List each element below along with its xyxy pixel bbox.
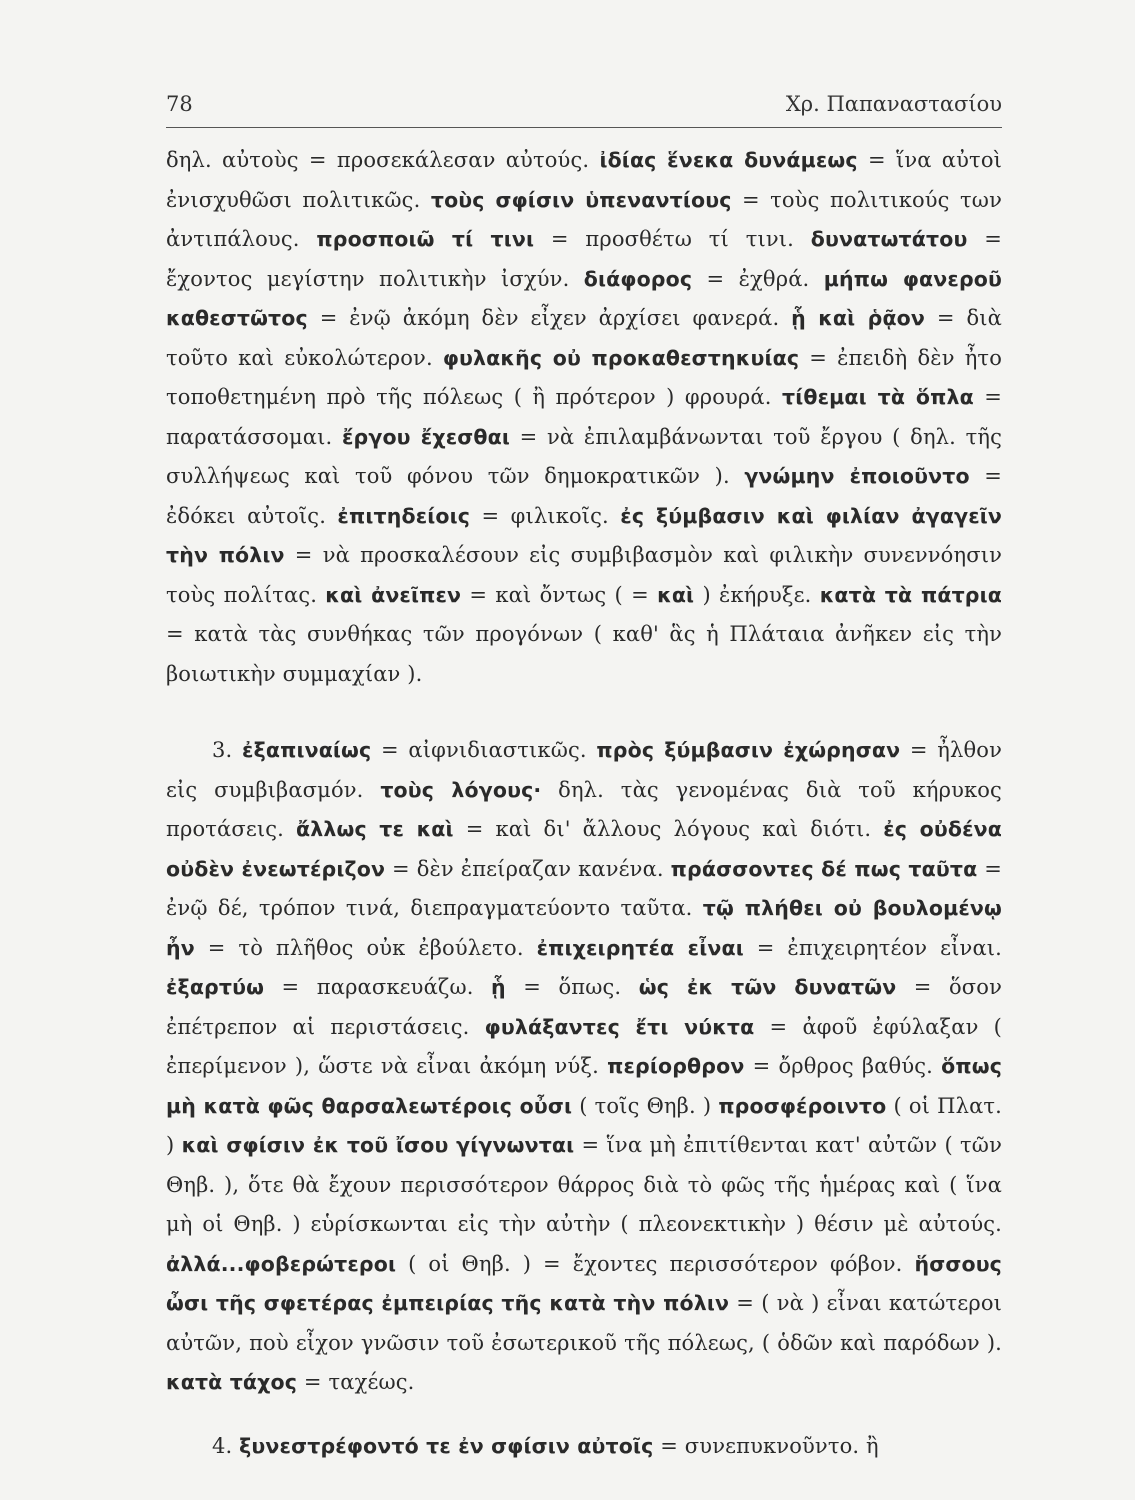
gloss: = διὰ τοῦτο καὶ εὐκολώτερον. xyxy=(166,306,1003,370)
gloss: = φιλικοῖς. xyxy=(470,503,621,528)
lemma: τίθεμαι τὰ ὅπλα xyxy=(781,385,974,409)
gloss: = καὶ δι' ἄλλους λόγους καὶ διότι. xyxy=(453,817,884,841)
lemma: προσφέροιντο xyxy=(718,1093,887,1118)
gloss: = αἰφνιδιαστικῶς. xyxy=(371,738,597,762)
gloss: δηλ. τὰς γενομένας διὰ τοῦ κήρυκος προτάσεις. xyxy=(166,777,1002,841)
lemma: γνώμην ἐποιοῦντο xyxy=(744,464,970,488)
gloss: = τοὺς πολιτικούς των ἀντιπάλους. xyxy=(166,187,1002,251)
paragraph-section-3 xyxy=(166,731,1002,1403)
header-rule xyxy=(166,127,1002,128)
gloss: = παρατάσσομαι. xyxy=(166,385,1002,449)
page-header xyxy=(166,92,1002,116)
gloss: = ὅσον ἐπέτρεπον αἱ περιστάσεις. xyxy=(166,975,1003,1039)
lemma: κατὰ τὰ πάτρια xyxy=(819,582,1002,607)
lemma: καὶ xyxy=(657,582,695,607)
lemma: πρὸς ξύμβασιν ἐχώρησαν xyxy=(596,738,901,762)
gloss: = νὰ προσκαλέσουν εἰς συμβιβασμὸν καὶ φιλικὴν συνεννόησιν τοὺς πολίτας. xyxy=(166,543,1002,607)
lemma: ἔργου ἔχεσθαι xyxy=(341,424,510,449)
running-title: Χρ. Παπαναστασίου xyxy=(785,92,1002,116)
gloss: ( τοῖς Θηβ. ) xyxy=(572,1093,719,1118)
gloss: = ἵνα αὐτοὶ ἐνισχυθῶσι πολιτικῶς. xyxy=(166,148,1003,212)
gloss: = ἐνῷ δέ, τρόπον τινά, διεπραγματεύοντο ταῦτα. xyxy=(166,856,1002,920)
gloss: ) ἐκήρυξε. xyxy=(694,582,820,607)
gloss: = παρασκευάζω. xyxy=(264,975,492,999)
gloss: = ἦλθον εἰς συμβιβασμόν. xyxy=(166,738,1002,802)
gloss: = δὲν ἐπείραζαν κανένα. xyxy=(385,856,671,881)
gloss: = ἐνῷ ἀκόμη δὲν εἶχεν ἀρχίσει φανερά. xyxy=(307,306,792,330)
lemma: ὡς ἐκ τῶν δυνατῶν xyxy=(638,975,897,999)
gloss: = ὅπως. xyxy=(505,975,639,999)
lemma: ἐξαρτύω xyxy=(166,975,265,999)
gloss: = τὸ πλῆθος οὐκ ἐβούλετο. xyxy=(194,935,537,960)
lemma: ἐξαπιναίως xyxy=(242,738,372,762)
gloss: = ἔχοντος μεγίστην πολιτικὴν ἰσχύν. xyxy=(166,227,1003,291)
gloss: = ἐχθρά. xyxy=(692,266,824,291)
lemma: φυλάξαντες ἔτι νύκτα xyxy=(484,1014,755,1039)
lemma: ἀλλά...φοβερώτεροι xyxy=(166,1251,397,1276)
commentary-body xyxy=(166,141,1002,1466)
lemma: ἐς ξύμβασιν καὶ φιλίαν ἀγαγεῖν τὴν πόλιν xyxy=(166,503,1003,567)
gloss: = ἀφοῦ ἐφύλαξαν ( ἐπερίμενον ), ὥστε νὰ εἶναι ἀκόμη νύξ. xyxy=(166,1014,1002,1078)
gloss: = ἵνα μὴ ἐπιτίθενται κατ' αὐτῶν ( τῶν Θηβ. ), ὅτε θὰ ἔχουν περισσότερον θάρρος διὰ τὸ φῶς τῆς ἡμέρας καὶ ( ἵνα μὴ οἱ Θηβ. ) εὑρίσκωνται εἰς τὴν αὐτὴν ( πλεονεκτικὴν ) θέσιν μὲ αὐτούς. xyxy=(166,1133,1002,1236)
lemma: δυνατωτάτου xyxy=(810,227,968,251)
gloss: 4. xyxy=(212,1433,240,1458)
gloss: ( οἱ Πλατ. ) xyxy=(166,1093,1003,1157)
gloss: = ἐπιχειρητέον εἶναι. xyxy=(743,935,1002,960)
paragraph-section-4 xyxy=(166,1427,1002,1467)
gloss: 3. xyxy=(212,738,243,762)
gloss: δηλ. αὐτοὺς = προσεκάλεσαν αὐτούς. xyxy=(166,148,600,172)
gloss: = νὰ ἐπιλαμβάνωνται τοῦ ἔργου ( δηλ. τῆς συλλήψεως καὶ τοῦ φόνου τῶν δημοκρατικῶν ). xyxy=(166,424,1003,488)
page-number: 78 xyxy=(166,92,193,116)
lemma: ἐς οὐδένα οὐδὲν ἐνεωτέριζον xyxy=(166,817,1002,881)
paragraph-continuation xyxy=(166,141,1002,694)
lemma: πράσσοντες δέ πως ταῦτα xyxy=(670,856,978,881)
lemma: φυλακῆς οὐ προκαθεστηκυίας xyxy=(442,345,800,370)
lemma: ἐπιχειρητέα εἶναι xyxy=(536,935,744,960)
lemma: προσποιῶ τί τινι xyxy=(316,227,535,251)
lemma: ἥσσους ὦσι τῆς σφετέρας ἐμπειρίας τῆς κατὰ τὴν πόλιν xyxy=(166,1251,1002,1315)
lemma: ξυνεστρέφοντό τε ἐν σφίσιν αὐτοῖς xyxy=(239,1433,654,1458)
lemma: τοὺς σφίσιν ὑπεναντίους xyxy=(430,187,732,212)
gloss: = ( νὰ ) εἶναι κατώτεροι αὐτῶν, ποὺ εἶχον γνῶσιν τοῦ ἐσωτερικοῦ τῆς πόλεως, ( ὁδῶν καὶ παρόδων ). xyxy=(166,1291,1003,1355)
lemma: ἐπιτηδείοις xyxy=(337,503,471,528)
gloss: = ἐπειδὴ δὲν ἦτο τοποθετημένη πρὸ τῆς πόλεως ( ἢ πρότερον ) φρουρά. xyxy=(166,345,1002,409)
lemma: ᾗ καὶ ῥᾷον xyxy=(791,306,926,330)
lemma: ᾗ xyxy=(491,975,506,999)
gloss: = ταχέως. xyxy=(297,1370,415,1394)
lemma: ἰδίας ἕνεκα δυνάμεως xyxy=(599,148,858,172)
lemma: ἄλλως τε καὶ xyxy=(296,817,454,841)
lemma: περίορθρον xyxy=(607,1054,745,1078)
lemma: ὅπως μὴ κατὰ φῶς θαρσαλεωτέροις οὖσι xyxy=(166,1054,1002,1118)
lemma: τῷ πλήθει οὐ βουλομένῳ ἦν xyxy=(166,896,1002,960)
gloss: = ὄρθρος βαθύς. xyxy=(744,1054,942,1078)
gloss: ( οἱ Θηβ. ) = ἔχοντες περισσότερον φόβον. xyxy=(396,1251,915,1276)
lemma: τοὺς λόγους· xyxy=(380,777,542,802)
lemma: μήπω φανεροῦ καθεστῶτος xyxy=(166,266,1003,330)
lemma: διάφορος xyxy=(583,266,693,291)
lemma: καὶ ἀνεῖπεν xyxy=(325,582,462,607)
gloss: = κατὰ τὰς συνθήκας τῶν προγόνων ( καθ' ἃς ἡ Πλάταια ἀνῆκεν εἰς τὴν βοιωτικὴν συμμαχίαν ). xyxy=(166,622,1002,686)
gloss: = καὶ ὄντως ( = xyxy=(461,582,658,607)
gloss: = συνεπυκνοῦντο. ἢ xyxy=(653,1433,879,1458)
gloss: = ἐδόκει αὐτοῖς. xyxy=(166,464,1002,528)
lemma: καὶ σφίσιν ἐκ τοῦ ἴσου γίγνωνται xyxy=(181,1133,575,1157)
gloss: = προσθέτω τί τινι. xyxy=(534,227,811,251)
lemma: κατὰ τάχος xyxy=(166,1370,298,1394)
